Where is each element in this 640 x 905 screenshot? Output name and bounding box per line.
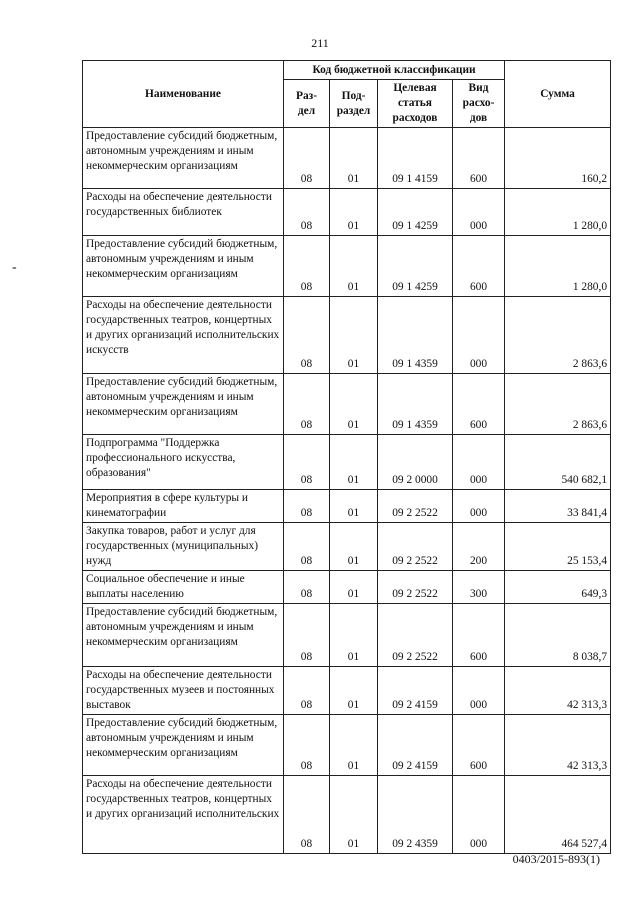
- row-name: Подпрограмма "Поддержка профессионального искусства, образования": [83, 435, 284, 490]
- row-expense-type: 000: [453, 667, 505, 715]
- table-row: [83, 490, 611, 523]
- row-name: Социальное обеспечение и иные выплаты населению: [83, 571, 284, 604]
- row-subsection: 01: [330, 490, 378, 523]
- row-name: Предоставление субсидий бюджетным, автономным учреждениям и иным некоммерческим организациям: [83, 128, 284, 189]
- row-subsection: 01: [330, 297, 378, 374]
- row-article: 09 2 2522: [378, 523, 453, 571]
- row-article: 09 1 4359: [378, 374, 453, 435]
- row-amount: 1 280,0: [505, 236, 611, 297]
- row-name: Предоставление субсидий бюджетным, автономным учреждениям и иным некоммерческим организациям: [83, 604, 284, 667]
- row-article: 09 1 4359: [378, 297, 453, 374]
- row-article: 09 1 4259: [378, 236, 453, 297]
- row-subsection: 01: [330, 374, 378, 435]
- table-row: [83, 435, 611, 490]
- row-name: Предоставление субсидий бюджетным, автономным учреждениям и иным некоммерческим организациям: [83, 374, 284, 435]
- row-expense-type: 600: [453, 128, 505, 189]
- row-amount: 42 313,3: [505, 715, 611, 776]
- row-section: 08: [284, 667, 330, 715]
- table-row: [83, 189, 611, 236]
- row-amount: 160,2: [505, 128, 611, 189]
- row-subsection: 01: [330, 776, 378, 854]
- row-amount: 1 280,0: [505, 189, 611, 236]
- table-row: [83, 374, 611, 435]
- row-subsection: 01: [330, 571, 378, 604]
- table-row: [83, 128, 611, 189]
- row-article: 09 2 2522: [378, 604, 453, 667]
- row-amount: 540 682,1: [505, 435, 611, 490]
- row-section: 08: [284, 604, 330, 667]
- table-row: [83, 667, 611, 715]
- row-amount: 2 863,6: [505, 297, 611, 374]
- row-expense-type: 600: [453, 236, 505, 297]
- table-row: [83, 571, 611, 604]
- budget-table: [82, 60, 611, 854]
- table-row: [83, 604, 611, 667]
- document-code: 0403/2015-893(1): [512, 852, 600, 866]
- row-amount: 42 313,3: [505, 667, 611, 715]
- table-row: [83, 297, 611, 374]
- row-expense-type: 300: [453, 571, 505, 604]
- row-subsection: 01: [330, 189, 378, 236]
- table-row: [83, 776, 611, 854]
- row-expense-type: 600: [453, 604, 505, 667]
- row-expense-type: 000: [453, 435, 505, 490]
- header-code-group: Код бюджетной классификации: [284, 61, 505, 80]
- row-section: 08: [284, 374, 330, 435]
- row-section: 08: [284, 297, 330, 374]
- row-section: 08: [284, 128, 330, 189]
- row-name: Расходы на обеспечение деятельности государственных театров, концертных и других организаций исполнительских: [83, 776, 284, 854]
- row-expense-type: 600: [453, 374, 505, 435]
- row-article: 09 2 4159: [378, 715, 453, 776]
- row-amount: 464 527,4: [505, 776, 611, 854]
- table-row: [83, 715, 611, 776]
- row-subsection: 01: [330, 667, 378, 715]
- row-section: 08: [284, 776, 330, 854]
- row-expense-type: 600: [453, 715, 505, 776]
- row-section: 08: [284, 715, 330, 776]
- row-expense-type: 000: [453, 776, 505, 854]
- row-article: 09 1 4159: [378, 128, 453, 189]
- header-expense-type: Вид расхо- дов: [453, 80, 505, 128]
- row-expense-type: 000: [453, 490, 505, 523]
- row-amount: 8 038,7: [505, 604, 611, 667]
- row-article: 09 2 2522: [378, 571, 453, 604]
- row-subsection: 01: [330, 523, 378, 571]
- row-amount: 33 841,4: [505, 490, 611, 523]
- row-amount: 2 863,6: [505, 374, 611, 435]
- row-subsection: 01: [330, 604, 378, 667]
- row-article: 09 1 4259: [378, 189, 453, 236]
- row-name: Мероприятия в сфере культуры и кинематографии: [83, 490, 284, 523]
- page-number: 211: [311, 36, 329, 50]
- row-section: 08: [284, 571, 330, 604]
- row-amount: 649,3: [505, 571, 611, 604]
- row-expense-type: 000: [453, 297, 505, 374]
- row-section: 08: [284, 236, 330, 297]
- row-article: 09 2 0000: [378, 435, 453, 490]
- table-row: [83, 523, 611, 571]
- row-expense-type: 200: [453, 523, 505, 571]
- header-target-article: Целевая статья расходов: [378, 80, 453, 128]
- row-article: 09 2 4159: [378, 667, 453, 715]
- header-row: [83, 61, 611, 80]
- row-section: 08: [284, 490, 330, 523]
- row-subsection: 01: [330, 435, 378, 490]
- row-name: Расходы на обеспечение деятельности государственных музеев и постоянных выставок: [83, 667, 284, 715]
- row-section: 08: [284, 523, 330, 571]
- header-subsection: Под- раздел: [330, 80, 378, 128]
- row-name: Расходы на обеспечение деятельности государственных театров, концертных и других организаций исполнительских искусств: [83, 297, 284, 374]
- row-subsection: 01: [330, 236, 378, 297]
- row-name: Закупка товаров, работ и услуг для государственных (муниципальных) нужд: [83, 523, 284, 571]
- row-name: Предоставление субсидий бюджетным, автономным учреждениям и иным некоммерческим организациям: [83, 715, 284, 776]
- row-name: Предоставление субсидий бюджетным, автономным учреждениям и иным некоммерческим организациям: [83, 236, 284, 297]
- row-section: 08: [284, 435, 330, 490]
- table-row: [83, 236, 611, 297]
- header-amount: Сумма: [505, 61, 611, 128]
- row-article: 09 2 4359: [378, 776, 453, 854]
- row-expense-type: 000: [453, 189, 505, 236]
- row-section: 08: [284, 189, 330, 236]
- margin-mark: -: [12, 260, 17, 275]
- row-name: Расходы на обеспечение деятельности государственных библиотек: [83, 189, 284, 236]
- header-name: Наименование: [83, 61, 284, 128]
- header-section: Раз- дел: [284, 80, 330, 128]
- row-article: 09 2 2522: [378, 490, 453, 523]
- row-subsection: 01: [330, 715, 378, 776]
- row-subsection: 01: [330, 128, 378, 189]
- row-amount: 25 153,4: [505, 523, 611, 571]
